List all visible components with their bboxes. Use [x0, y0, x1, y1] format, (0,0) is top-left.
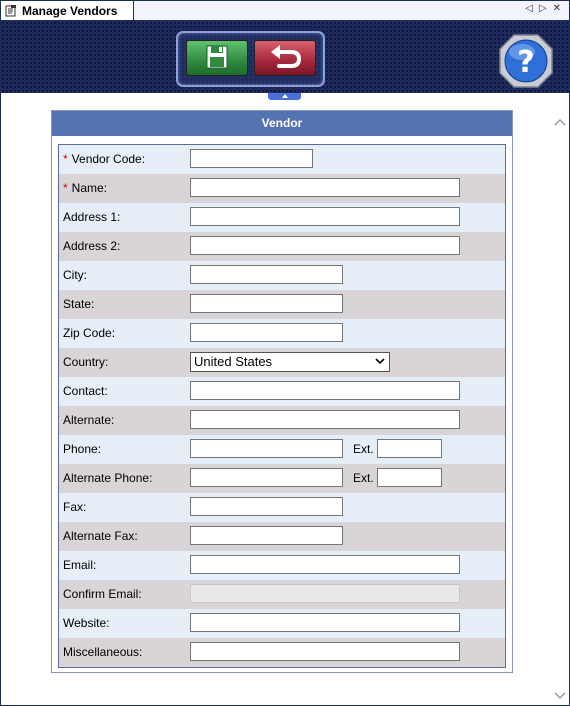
address2-label: Address 2: — [63, 239, 121, 253]
fax-input[interactable] — [190, 497, 343, 516]
scroll-up-icon[interactable] — [554, 117, 566, 127]
miscellaneous-label: Miscellaneous: — [63, 645, 143, 659]
toolbar — [1, 21, 569, 93]
contact-input[interactable] — [190, 381, 460, 400]
form-row-name — [59, 174, 505, 203]
scroll-right-icon[interactable]: ▷ — [538, 3, 549, 14]
fax-label: Fax: — [63, 500, 87, 514]
zip-code-label: Zip Code: — [63, 326, 116, 340]
form-row-confirm-email — [59, 580, 505, 609]
undo-arrow-icon — [255, 41, 315, 75]
question-mark-icon: ? — [517, 45, 535, 80]
alternate-label: Alternate: — [63, 413, 115, 427]
address2-input[interactable] — [190, 236, 460, 255]
chevron-down-icon — [375, 357, 385, 365]
country-selected-value: United States — [194, 354, 273, 369]
form-row-contact — [59, 377, 505, 406]
address1-input[interactable] — [190, 207, 460, 226]
confirm-email-input — [190, 584, 460, 603]
alternate-fax-label: Alternate Fax: — [63, 529, 138, 543]
city-input[interactable] — [190, 265, 343, 284]
phone-ext-input[interactable] — [377, 439, 442, 458]
name-input[interactable] — [190, 178, 460, 197]
city-label: City: — [63, 268, 87, 282]
vendor-panel — [51, 110, 513, 673]
form-row-state — [59, 290, 505, 319]
tab-title: Manage Vendors — [22, 3, 118, 18]
form-document-icon — [5, 5, 17, 17]
collapse-toolbar-toggle[interactable] — [268, 93, 301, 100]
chevron-up-icon — [282, 94, 288, 98]
close-icon[interactable]: ✕ — [552, 3, 563, 14]
phone-ext-label: Ext. — [353, 442, 374, 456]
alternate-phone-label: Alternate Phone: — [63, 471, 153, 485]
alternate-phone-ext-label: Ext. — [353, 471, 374, 485]
country-select[interactable] — [190, 352, 390, 372]
state-label: State: — [63, 297, 95, 311]
form-row-vendor-code — [59, 145, 505, 174]
zip-code-input[interactable] — [190, 323, 343, 342]
form-row-alt-phone — [59, 464, 505, 493]
tab-manage-vendors[interactable] — [1, 1, 134, 20]
confirm-email-label: Confirm Email: — [63, 587, 142, 601]
email-label: Email: — [63, 558, 97, 572]
miscellaneous-input[interactable] — [190, 642, 460, 661]
form-row-zip — [59, 319, 505, 348]
alternate-phone-input[interactable] — [190, 468, 343, 487]
email-input[interactable] — [190, 555, 460, 574]
vendor-code-label: * Vendor Code: — [63, 152, 146, 166]
address1-label: Address 1: — [63, 210, 121, 224]
required-marker: * — [63, 181, 68, 195]
phone-input[interactable] — [190, 439, 343, 458]
form-row-misc — [59, 638, 505, 667]
website-label: Website: — [63, 616, 110, 630]
form-row-alternate — [59, 406, 505, 435]
form-row-city — [59, 261, 505, 290]
form-row-website — [59, 609, 505, 638]
save-button[interactable] — [186, 40, 248, 76]
form-row-alt-fax — [59, 522, 505, 551]
form-row-fax — [59, 493, 505, 522]
form-row-phone — [59, 435, 505, 464]
required-marker: * — [63, 152, 68, 166]
tab-bar — [1, 1, 569, 21]
panel-title: Vendor — [52, 111, 512, 136]
alternate-input[interactable] — [190, 410, 460, 429]
tab-controls — [525, 3, 563, 14]
vendor-form — [58, 144, 506, 668]
website-input[interactable] — [190, 613, 460, 632]
form-row-address1 — [59, 203, 505, 232]
form-row-email — [59, 551, 505, 580]
alternate-fax-input[interactable] — [190, 526, 343, 545]
help-button[interactable] — [498, 33, 554, 89]
country-label: Country: — [63, 355, 109, 369]
form-row-address2 — [59, 232, 505, 261]
scroll-left-icon[interactable]: ◁ — [525, 3, 535, 14]
contact-label: Contact: — [63, 384, 108, 398]
name-label: * Name: — [63, 181, 108, 195]
floppy-disk-icon — [187, 41, 247, 75]
vendor-code-input[interactable] — [190, 149, 313, 168]
cancel-button[interactable] — [254, 40, 316, 76]
phone-label: Phone: — [63, 442, 102, 456]
form-row-country — [59, 348, 505, 377]
alternate-phone-ext-input[interactable] — [377, 468, 442, 487]
scroll-down-icon[interactable] — [554, 691, 566, 701]
action-button-group — [176, 31, 325, 87]
state-input[interactable] — [190, 294, 343, 313]
